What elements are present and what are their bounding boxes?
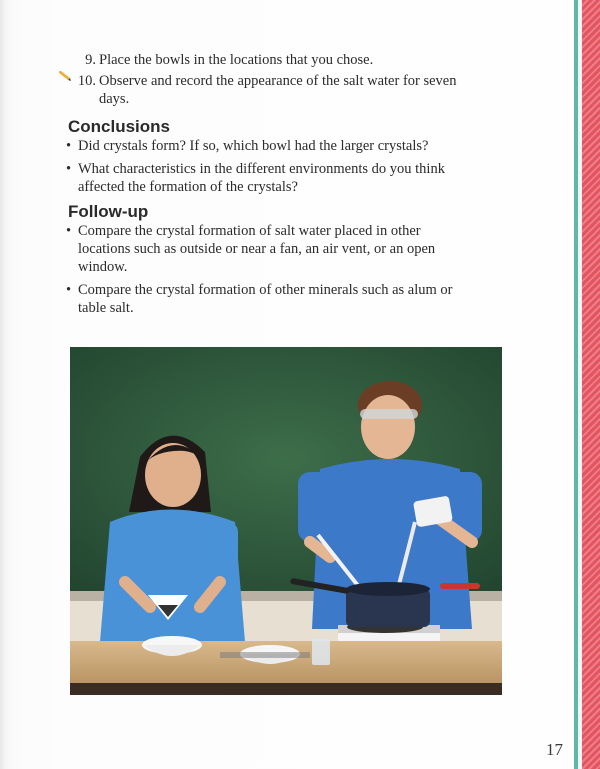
step-9: [70, 51, 373, 69]
conclusions-list: [66, 137, 466, 201]
conclusions-heading: Conclusions: [68, 117, 171, 136]
list-item: • Compare the crystal formation of other minerals such as alum or table salt.: [66, 281, 466, 317]
step-number: 10.: [77, 73, 96, 89]
step-text-continued: days.: [99, 91, 130, 107]
followup-heading: Follow-up: [68, 202, 149, 221]
measuring-cup: [312, 639, 330, 665]
step-number: 9.: [85, 52, 96, 68]
step-10: [70, 72, 457, 108]
page-number: 17: [546, 740, 563, 759]
step-text: Place the bowls in the locations that you chose.: [99, 52, 374, 68]
list-item: • Did crystals form? If so, which bowl had the larger crystals?: [66, 137, 466, 155]
classroom-photo: [70, 347, 502, 695]
list-item: • Compare the crystal formation of salt water placed in other locations such as outside or near a fan, an air vent, or an open window.: [66, 222, 466, 276]
list-item: • What characteristics in the different environments do you think affected the formation of the crystals?: [66, 160, 466, 196]
followup-list: [66, 222, 466, 322]
step-text: Observe and record the appearance of the salt water for seven: [99, 73, 457, 89]
page-edge-pink: [582, 0, 600, 769]
